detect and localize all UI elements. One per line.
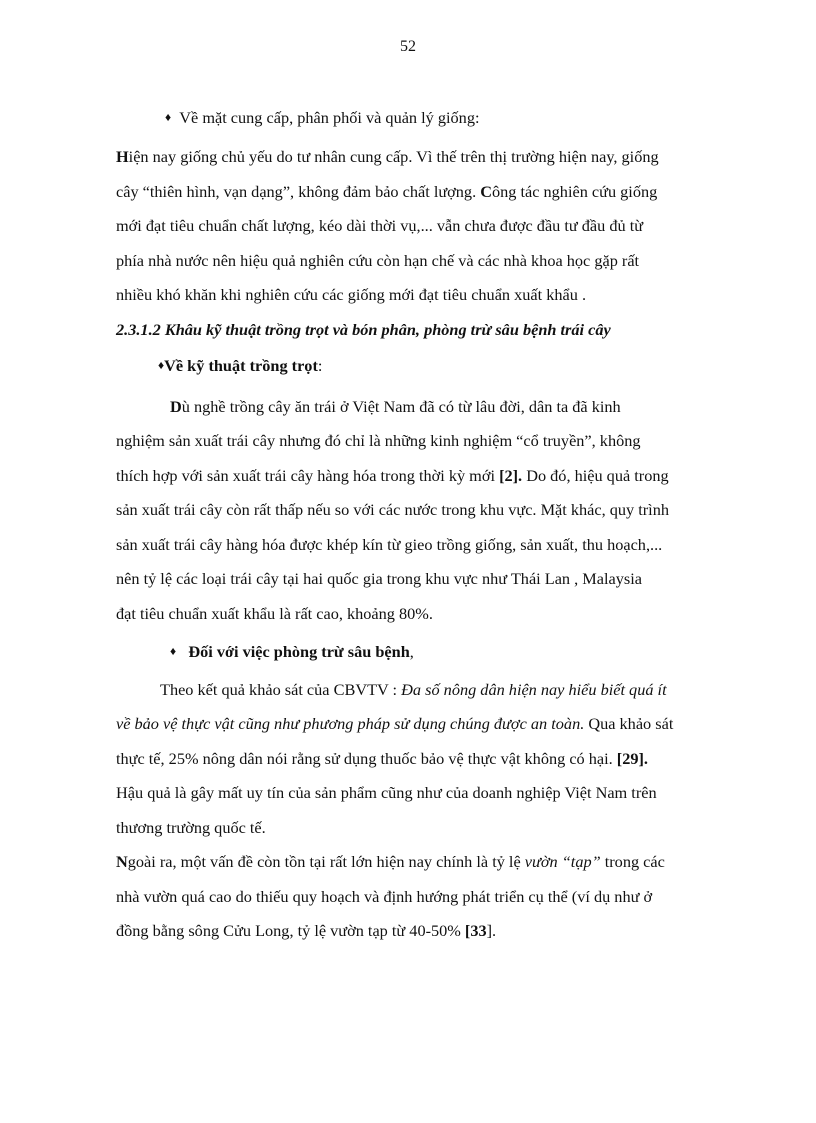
tech-line-2: nghiệm sản xuất trái cây nhưng đó chỉ là những kinh nghiệm “cổ truyền”, không xyxy=(116,431,641,450)
citation: [2]. xyxy=(499,466,523,485)
text-span: trong các xyxy=(600,852,665,871)
text-span: đồng bằng sông Cửu Long, tỷ lệ vườn tạp từ 40-50% xyxy=(116,921,465,940)
text-span: thực tế, 25% nông dân nói rằng sử dụng thuốc bảo vệ thực vật không có hại. xyxy=(116,749,617,768)
text-span: Qua khảo sát xyxy=(584,714,674,733)
text-span: Do đó, hiệu quả trong xyxy=(522,466,669,485)
text-span: ông tác nghiên cứu giống xyxy=(491,182,658,201)
pest-heading-text: Đối với việc phòng trừ sâu bệnh xyxy=(188,642,410,661)
drop-cap: H xyxy=(116,147,129,166)
tech-heading-text: Về kỹ thuật trồng trọt xyxy=(164,356,318,375)
supply-line-3: mới đạt tiêu chuẩn chất lượng, kéo dài thời vụ,... vẫn chưa được đầu tư đầu đủ từ xyxy=(116,216,644,235)
extra-line-3 xyxy=(116,920,496,942)
diamond-bullet-icon: ♦ xyxy=(170,644,177,658)
pest-line-5: thương trường quốc tế. xyxy=(116,818,266,837)
drop-cap: D xyxy=(170,397,182,416)
citation: [29]. xyxy=(616,749,648,768)
text-span: goài ra, một vấn đề còn tồn tại rất lớn hiện nay chính là tỷ lệ xyxy=(127,852,525,871)
subsection-heading-text: 2.3.1.2 Khâu kỹ thuật trồng trọt và bón phân, phòng trừ sâu bệnh trái cây xyxy=(116,320,611,339)
tech-line-4: sản xuất trái cây còn rất thấp nếu so với các nước trong khu vực. Mặt khác, quy trình xyxy=(116,500,669,519)
diamond-bullet-icon: ♦ xyxy=(158,358,165,372)
extra-line-2: nhà vườn quá cao do thiếu quy hoạch và định hướng phát triển cụ thể (ví dụ như ở xyxy=(116,887,653,906)
tech-line-3 xyxy=(116,465,669,487)
pest-line-3 xyxy=(116,748,648,770)
pest-line-1 xyxy=(160,679,667,701)
supply-heading-text: Về mặt cung cấp, phân phối và quản lý giống: xyxy=(179,108,480,127)
text-span: Theo kết quả khảo sát của CBVTV : xyxy=(160,680,402,699)
tech-line-7: đạt tiêu chuẩn xuất khẩu là rất cao, khoảng 80%. xyxy=(116,604,433,623)
pest-line-2 xyxy=(116,713,673,735)
text-span: : xyxy=(317,356,323,375)
pest-heading xyxy=(170,640,414,663)
tech-line-1 xyxy=(170,396,621,418)
drop-cap: N xyxy=(116,852,128,871)
drop-cap: C xyxy=(480,182,492,201)
citation: [33 xyxy=(464,921,487,940)
supply-line-5: nhiều khó khăn khi nghiên cứu các giống mới đạt tiêu chuẩn xuất khẩu . xyxy=(116,285,587,304)
text-span: thích hợp với sản xuất trái cây hàng hóa trong thời kỳ mới xyxy=(116,466,500,485)
text-span: cây “thiên hình, vạn dạng”, không đảm bảo chất lượng. xyxy=(116,182,481,201)
tech-heading xyxy=(158,354,322,377)
italic-span: vườn “tạp” xyxy=(524,852,601,871)
text-span: , xyxy=(409,642,414,661)
italic-span: Đa số nông dân hiện nay hiểu biết quá ít xyxy=(401,680,667,699)
supply-line-1 xyxy=(116,146,659,168)
subsection-heading xyxy=(116,319,611,341)
supply-line-4: phía nhà nước nên hiệu quả nghiên cứu còn hạn chế và các nhà khoa học gặp rất xyxy=(116,251,640,270)
supply-line-2 xyxy=(116,181,657,203)
text-span: ]. xyxy=(486,921,497,940)
supply-heading xyxy=(165,106,480,129)
text-span: iện nay giống chủ yếu do tư nhân cung cấp. Vì thế trên thị trường hiện nay, giống xyxy=(128,147,659,166)
tech-line-6: nên tỷ lệ các loại trái cây tại hai quốc gia trong khu vực như Thái Lan , Malaysia xyxy=(116,569,642,588)
extra-line-1 xyxy=(116,851,665,873)
pest-line-4: Hậu quả là gây mất uy tín của sản phẩm cũng như của doanh nghiệp Việt Nam trên xyxy=(116,783,657,802)
text-span: ù nghề trồng cây ăn trái ở Việt Nam đã có từ lâu đời, dân ta đã kinh xyxy=(181,397,621,416)
page-number: 52 xyxy=(400,38,416,55)
tech-line-5: sản xuất trái cây hàng hóa được khép kín từ gieo trồng giống, sản xuất, thu hoạch,... xyxy=(116,535,663,554)
italic-span: về bảo vệ thực vật cũng như phương pháp sử dụng chúng được an toàn. xyxy=(116,714,585,733)
diamond-bullet-icon: ♦ xyxy=(165,110,172,124)
